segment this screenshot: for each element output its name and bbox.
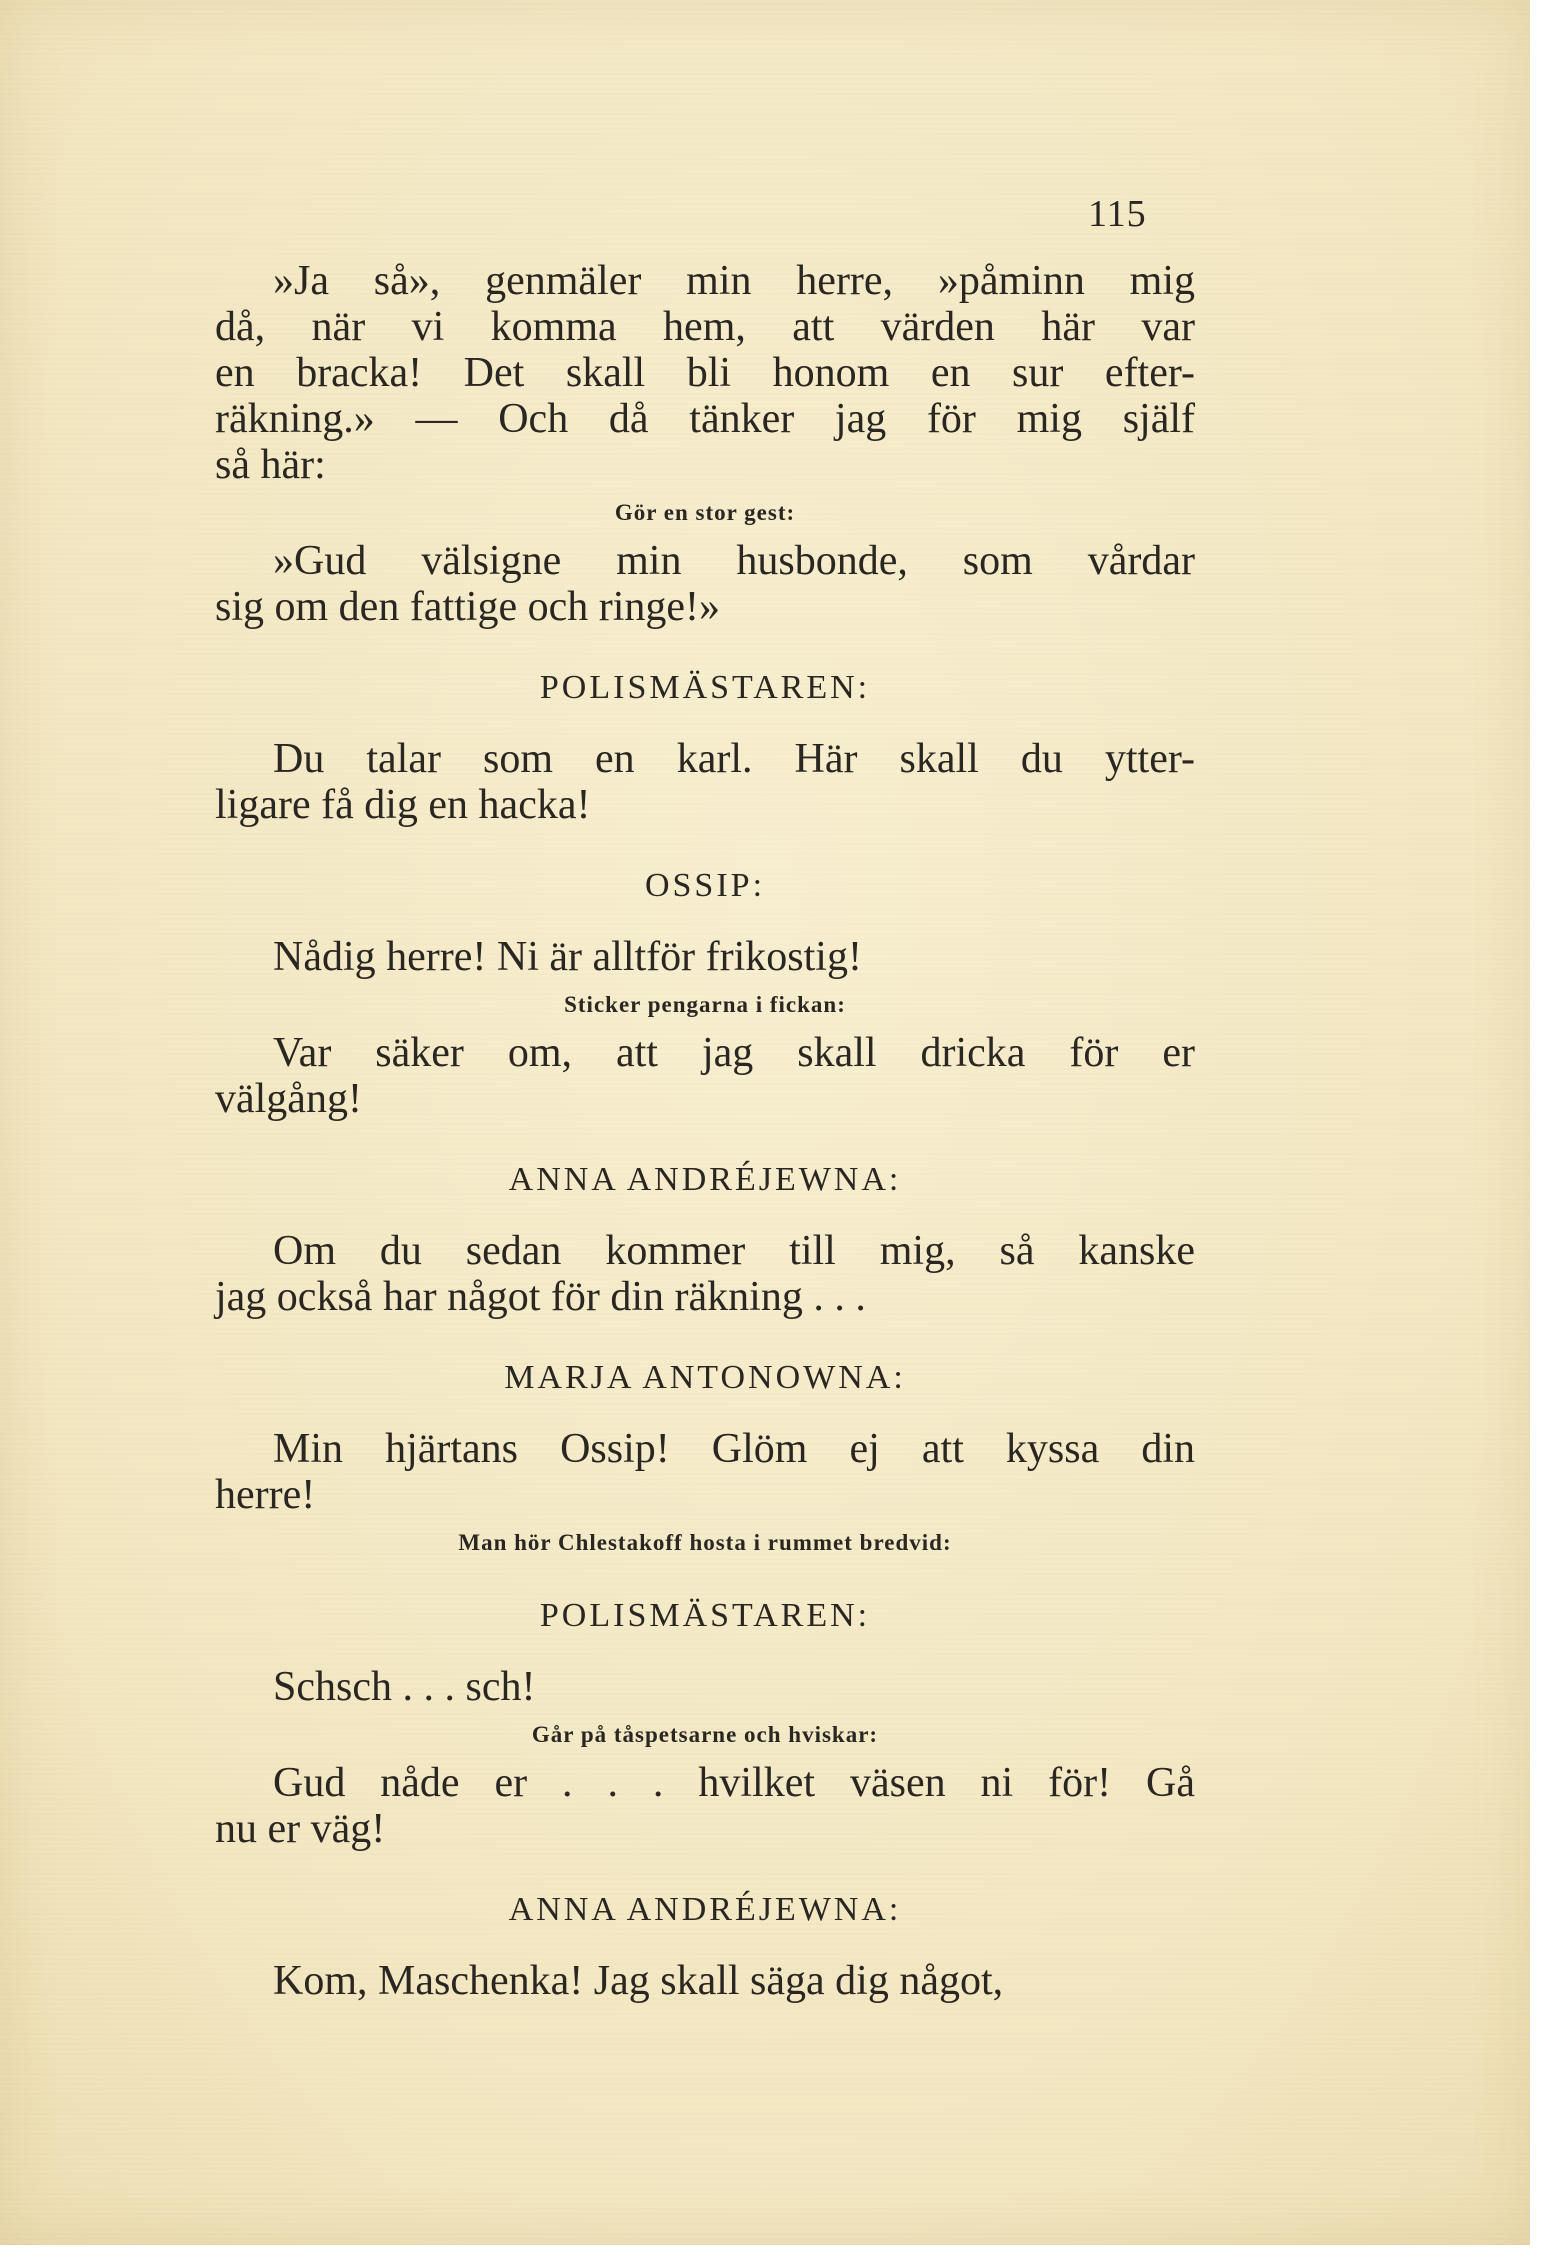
speaker-name: MARJA ANTONOWNA: (504, 1359, 906, 1396)
text-line: Du talar som en karl. Här skall du ytter- (273, 736, 1195, 782)
stage-direction: Man hör Chlestakoff hosta i rummet bredvid: (458, 1530, 952, 1555)
speech-block (215, 538, 1195, 630)
text-line: sig om den fattige och ringe!» (215, 584, 721, 630)
text-line: Var säker om, att jag skall dricka för er (273, 1030, 1195, 1076)
page-text (215, 258, 1195, 2004)
speech-block (215, 934, 1195, 980)
text-line: »Ja så», genmäler min herre, »påminn mig (273, 258, 1195, 304)
text-line: en bracka! Det skall bli honom en sur efter- (215, 350, 1195, 396)
speech-block (215, 1664, 1195, 1710)
speech-block (215, 1760, 1195, 1852)
text-line: jag också har något för din räkning . . . (215, 1274, 866, 1320)
stage-direction: Sticker pengarna i fickan: (564, 992, 846, 1017)
speaker-name: POLISMÄSTAREN: (539, 1597, 871, 1634)
speaker-name: POLISMÄSTAREN: (539, 669, 871, 706)
text-line: Schsch . . . sch! (273, 1664, 536, 1710)
stage-direction: Går på tåspetsarne och hviskar: (531, 1722, 879, 1747)
page-number: 115 (1088, 193, 1147, 235)
stage-direction: Gör en stor gest: (614, 500, 796, 525)
speaker-name: ANNA ANDRÉJEWNA: (508, 1891, 902, 1928)
text-line: Nådig herre! Ni är alltför frikostig! (273, 934, 862, 980)
text-line: Om du sedan kommer till mig, så kanske (273, 1228, 1195, 1274)
speech-block (215, 1426, 1195, 1518)
text-line: Gud nåde er . . . hvilket väsen ni för! Gå (273, 1760, 1195, 1806)
speaker-name: ANNA ANDRÉJEWNA: (508, 1161, 902, 1198)
speech-block (215, 1228, 1195, 1320)
text-line: välgång! (215, 1076, 362, 1122)
text-line: Kom, Maschenka! Jag skall säga dig något, (273, 1958, 1004, 2004)
text-line: ligare få dig en hacka! (215, 782, 591, 828)
text-line: då, när vi komma hem, att värden här var (215, 304, 1195, 350)
text-line: så här: (215, 442, 326, 488)
text-line: herre! (215, 1472, 316, 1518)
speech-block (215, 1030, 1195, 1122)
text-line: nu er väg! (215, 1806, 386, 1852)
speaker-name: OSSIP: (644, 867, 766, 904)
text-line: räkning.» — Och då tänker jag för mig själf (215, 396, 1195, 442)
text-line: »Gud välsigne min husbonde, som vårdar (273, 538, 1195, 584)
text-line: Min hjärtans Ossip! Glöm ej att kyssa din (273, 1426, 1195, 1472)
speech-block (215, 258, 1195, 488)
speech-block (215, 1958, 1195, 2004)
speech-block (215, 736, 1195, 828)
